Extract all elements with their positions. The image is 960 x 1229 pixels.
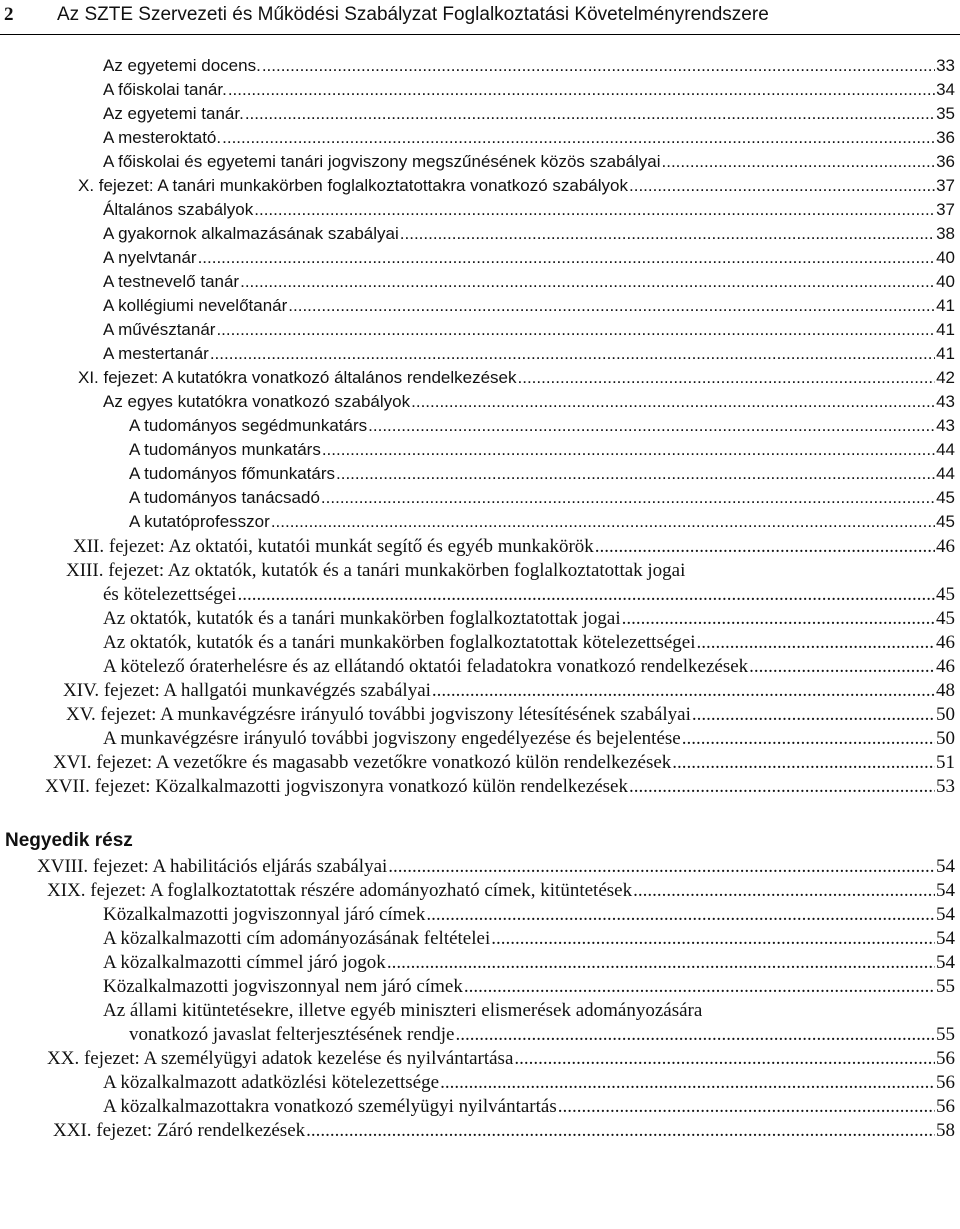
toc-entry-title: A mesteroktató. [103, 128, 222, 147]
leader-dots [426, 904, 935, 926]
toc-entry[interactable] [0, 152, 960, 176]
toc-entry-title: A közalkalmazotti cím adományozásának feltételei [103, 928, 491, 949]
leader-dots [749, 656, 935, 678]
toc-entry-title: A tudományos munkatárs [129, 440, 321, 459]
leader-dots [198, 248, 936, 268]
toc-entry-page: 56 [936, 1072, 955, 1093]
toc-entry-title: A tudományos főmunkatárs [129, 464, 336, 483]
toc-entry[interactable] [0, 296, 960, 320]
toc-entry-page: 50 [936, 728, 955, 749]
toc-entry[interactable] [0, 928, 960, 952]
leader-dots [271, 512, 935, 532]
leader-dots [491, 928, 935, 950]
toc-entry-page: 54 [936, 856, 955, 877]
toc-entry-page: 58 [936, 1120, 955, 1141]
toc-entry-page: 45 [936, 488, 955, 507]
toc-entry-heading[interactable] [0, 1000, 960, 1024]
toc-entry-page: 37 [936, 200, 955, 219]
toc-chapter-heading[interactable] [0, 560, 960, 584]
toc-entry-title: XVIII. fejezet: A habilitációs eljárás szabályai [37, 856, 388, 877]
toc-entry-page: 54 [936, 904, 955, 925]
toc-entry-title: A kötelező óraterhelésre és az ellátandó oktatói feladatokra vonatkozó rendelkezések [103, 656, 749, 677]
leader-dots [432, 680, 935, 702]
leader-dots [400, 224, 935, 244]
toc-entry-page: 46 [936, 632, 955, 653]
toc-entry-page: 37 [936, 176, 955, 195]
leader-dots [456, 1024, 936, 1046]
leader-dots [306, 1120, 935, 1142]
toc-entry-page: 33 [936, 56, 955, 75]
toc-entry-title: A közalkalmazottakra vonatkozó személyügyi nyilvántartás [103, 1096, 557, 1117]
toc-entry-title: XVII. fejezet: Közalkalmazotti jogviszonyra vonatkozó külön rendelkezések [45, 776, 628, 797]
toc-entry-page: 41 [936, 296, 955, 315]
toc-entry-title: X. fejezet: A tanári munkakörben foglalkoztatottakra vonatkozó szabályok [78, 176, 628, 195]
leader-dots [672, 752, 935, 774]
toc-entry-page: 41 [936, 344, 955, 363]
toc-entry-page: 53 [936, 776, 955, 797]
toc-entry-page: 40 [936, 248, 955, 267]
toc-chapter-entry[interactable] [0, 536, 960, 560]
leader-dots [368, 416, 935, 436]
toc-entry-title: Közalkalmazotti jogviszonnyal nem járó címek [103, 976, 463, 997]
toc-entry-title: A nyelvtanár [103, 248, 197, 267]
leader-dots [464, 976, 935, 998]
toc-entry-page: 51 [936, 752, 955, 773]
leader-dots [216, 320, 935, 340]
leader-dots [237, 584, 935, 606]
leader-dots [262, 56, 935, 76]
leader-dots [411, 392, 935, 412]
toc-entry-title: Általános szabályok [103, 200, 254, 219]
leader-dots [240, 272, 935, 292]
leader-dots [321, 488, 935, 508]
toc-entry-page: 40 [936, 272, 955, 291]
leader-dots [254, 200, 935, 220]
toc-entry-title: A munkavégzésre irányuló további jogviszony engedélyezése és bejelentése [103, 728, 681, 749]
toc-chapter-entry[interactable] [0, 584, 960, 608]
leader-dots [622, 608, 935, 630]
toc-entry-title-continued: és kötelezettségei [103, 584, 237, 605]
toc-entry-title: XI. fejezet: A kutatókra vonatkozó általános rendelkezések [78, 368, 517, 387]
leader-dots [228, 80, 935, 100]
toc-entry-title: XIV. fejezet: A hallgatói munkavégzés szabályai [63, 680, 431, 701]
toc-chapter-entry[interactable] [0, 176, 960, 200]
toc-subentry[interactable] [0, 512, 960, 536]
toc-entry-title: A kutatóprofesszor [129, 512, 270, 531]
leader-dots [210, 344, 935, 364]
leader-dots [697, 632, 936, 654]
toc-entry[interactable] [0, 224, 960, 248]
toc-subentry[interactable] [0, 416, 960, 440]
toc-entry-page: 43 [936, 416, 955, 435]
toc-entry-page: 45 [936, 584, 955, 605]
toc-entry-page: 41 [936, 320, 955, 339]
leader-dots [245, 104, 935, 124]
toc-entry[interactable] [0, 952, 960, 976]
toc-entry-page: 56 [936, 1048, 955, 1069]
toc-entry-title: A főiskolai tanár. [103, 80, 227, 99]
page-header [0, 0, 960, 40]
header-title: Az SZTE Szervezeti és Működési Szabályzat Foglalkoztatási Követelményrendszere [57, 4, 769, 25]
toc-entry-title: Az egyetemi docens. [103, 56, 261, 75]
toc-chapter-entry[interactable] [0, 880, 960, 904]
toc-entry-title: A főiskolai és egyetemi tanári jogviszony megszűnésének közös szabályai [103, 152, 661, 171]
toc-entry-page: 45 [936, 512, 955, 531]
toc-entry[interactable] [0, 344, 960, 368]
toc-entry-title: Az egyetemi tanár. [103, 104, 244, 123]
toc-entry-title: A testnevelő tanár [103, 272, 240, 291]
toc-chapter-entry[interactable] [0, 856, 960, 880]
toc-entry-title: A mestertanár [103, 344, 209, 363]
leader-dots [514, 1048, 935, 1070]
leader-dots [629, 176, 935, 196]
toc-entry[interactable] [0, 56, 960, 80]
toc-entry-title: XII. fejezet: Az oktatói, kutatói munkát segítő és egyéb munkakörök [73, 536, 594, 557]
toc-chapter-entry[interactable] [0, 752, 960, 776]
toc-entry-title: Közalkalmazotti jogviszonnyal járó címek [103, 904, 426, 925]
toc-entry-title: XV. fejezet: A munkavégzésre irányuló további jogviszony létesítésének szabályai [66, 704, 691, 725]
toc-entry-page: 55 [936, 1024, 955, 1045]
leader-dots [322, 440, 935, 460]
leader-dots [682, 728, 935, 750]
toc-entry[interactable] [0, 728, 960, 752]
leader-dots [662, 152, 936, 172]
toc-entry-title: A közalkalmazotti címmel járó jogok [103, 952, 386, 973]
toc-entry-title: XXI. fejezet: Záró rendelkezések [53, 1120, 306, 1141]
toc-chapter-entry[interactable] [0, 1048, 960, 1072]
toc-entry-title: Az oktatók, kutatók és a tanári munkakörben foglalkoztatottak kötelezettségei [103, 632, 696, 653]
toc-entry-page: 50 [936, 704, 955, 725]
toc-entry-title: A tudományos tanácsadó [129, 488, 320, 507]
leader-dots [633, 880, 935, 902]
leader-dots [336, 464, 935, 484]
toc-entry-page: 36 [936, 128, 955, 147]
toc-entry-title: A közalkalmazott adatközlési kötelezettsége [103, 1072, 440, 1093]
toc-chapter-entry[interactable] [0, 704, 960, 728]
toc-entry-title-continued: vonatkozó javaslat felterjesztésének rendje [129, 1024, 455, 1045]
part-heading[interactable]: Negyedik rész [5, 830, 133, 851]
leader-dots [440, 1072, 935, 1094]
toc-entry-page: 35 [936, 104, 955, 123]
toc-entry[interactable] [0, 128, 960, 152]
toc-entry[interactable] [0, 392, 960, 416]
leader-dots [692, 704, 935, 726]
toc-entry-page: 36 [936, 152, 955, 171]
toc-entry-title: XX. fejezet: A személyügyi adatok kezelése és nyilvántartása [47, 1048, 514, 1069]
toc-entry-page: 56 [936, 1096, 955, 1117]
toc-entry-page: 46 [936, 536, 955, 557]
toc-entry-page: 38 [936, 224, 955, 243]
toc-entry-page: 54 [936, 952, 955, 973]
toc-subentry[interactable] [0, 464, 960, 488]
toc-entry-page: 46 [936, 656, 955, 677]
toc-entry[interactable] [0, 1096, 960, 1120]
toc-entry[interactable] [0, 656, 960, 680]
toc-entry[interactable] [0, 1072, 960, 1096]
toc-entry-page: 44 [936, 464, 955, 483]
toc-entry-title: XIII. fejezet: Az oktatók, kutatók és a tanári munkakörben foglalkoztatottak jogai [66, 560, 686, 581]
toc-entry-page: 45 [936, 608, 955, 629]
leader-dots [558, 1096, 935, 1118]
toc-entry-page: 54 [936, 928, 955, 949]
toc-entry[interactable] [0, 608, 960, 632]
toc-entry[interactable] [0, 200, 960, 224]
toc-entry-page: 54 [936, 880, 955, 901]
leader-dots [388, 856, 935, 878]
toc-chapter-entry[interactable] [0, 1120, 960, 1144]
toc-entry[interactable] [0, 1024, 960, 1048]
toc-entry[interactable] [0, 904, 960, 928]
toc-subentry[interactable] [0, 440, 960, 464]
toc-entry-title: A kollégiumi nevelőtanár [103, 296, 288, 315]
toc-entry-title: Az állami kitüntetésekre, illetve egyéb miniszteri elismerések adományozására [103, 1000, 703, 1021]
leader-dots [288, 296, 935, 316]
toc-entry[interactable] [0, 104, 960, 128]
leader-dots [518, 368, 936, 388]
toc-chapter-entry[interactable] [0, 680, 960, 704]
leader-dots [595, 536, 935, 558]
toc-entry-page: 48 [936, 680, 955, 701]
page-number: 2 [4, 4, 14, 25]
toc-entry-page: 42 [936, 368, 955, 387]
toc-entry-page: 43 [936, 392, 955, 411]
toc-entry-page: 34 [936, 80, 955, 99]
toc-entry[interactable] [0, 632, 960, 656]
toc-entry-page: 44 [936, 440, 955, 459]
toc-subentry[interactable] [0, 488, 960, 512]
toc-entry[interactable] [0, 272, 960, 296]
toc-entry-page: 55 [936, 976, 955, 997]
toc-entry-title: XVI. fejezet: A vezetőkre és magasabb vezetőkre vonatkozó külön rendelkezések [53, 752, 672, 773]
toc-entry[interactable] [0, 248, 960, 272]
leader-dots [387, 952, 935, 974]
toc-entry-title: XIX. fejezet: A foglalkoztatottak részére adományozható címek, kitüntetések [47, 880, 633, 901]
toc-chapter-entry[interactable] [0, 776, 960, 800]
toc-entry-title: Az egyes kutatókra vonatkozó szabályok [103, 392, 411, 411]
toc-entry[interactable] [0, 80, 960, 104]
leader-dots [222, 128, 935, 148]
toc-entry[interactable] [0, 320, 960, 344]
leader-dots [629, 776, 935, 798]
toc-entry[interactable] [0, 976, 960, 1000]
toc-chapter-entry[interactable] [0, 368, 960, 392]
toc-entry-title: A gyakornok alkalmazásának szabályai [103, 224, 399, 243]
toc-entry-title: A művésztanár [103, 320, 216, 339]
toc-entry-title: Az oktatók, kutatók és a tanári munkakörben foglalkoztatottak jogai [103, 608, 621, 629]
toc-entry-title: A tudományos segédmunkatárs [129, 416, 368, 435]
header-rule [0, 34, 960, 35]
